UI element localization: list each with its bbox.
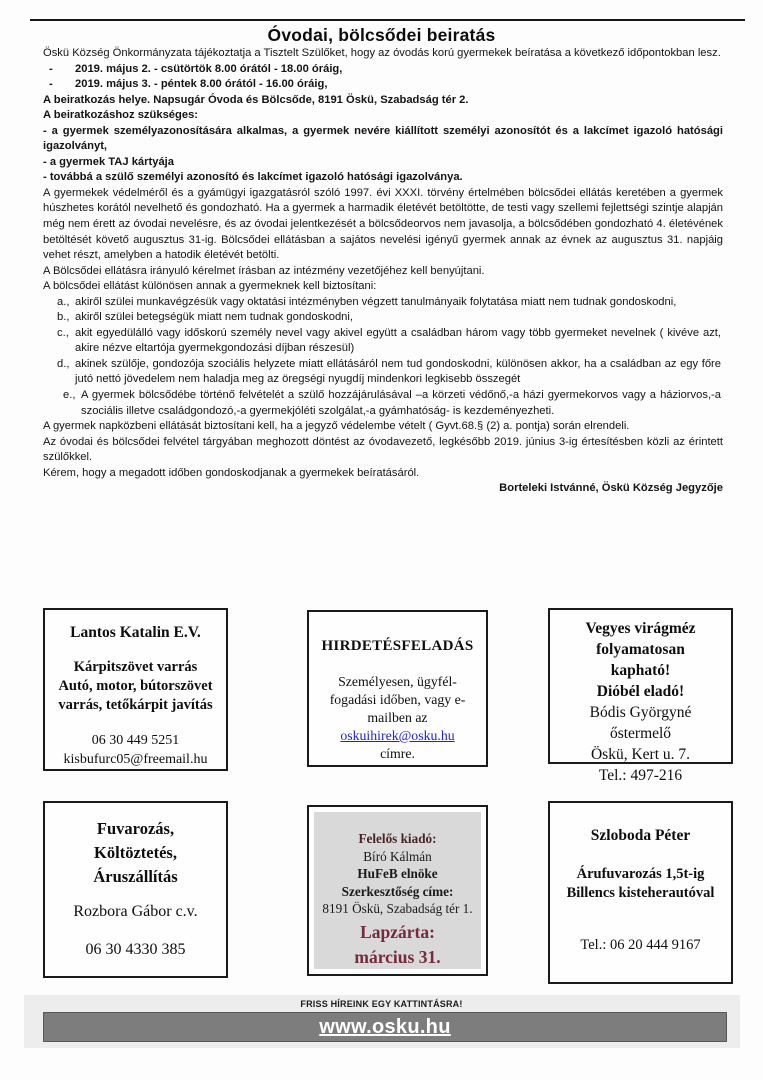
footer-website-link[interactable]: www.osku.hu [319,1015,451,1038]
top-divider-rule [30,19,745,21]
ad-mez-seller-phone: Tel.: 497-216 [598,767,683,784]
footer-website-bar [43,1012,727,1042]
intro-paragraph: Öskü Község Önkormányzata tájékoztatja a Tisztelt Szülőket, hogy az óvodás korú gyermekek beíratása a következő időpontokban lesz. [43,47,721,59]
item-marker: a., [57,295,70,308]
ad-fuvar-title-line-3: Áruszállítás [93,867,178,886]
requirement-item-3: - továbbá a szülő személyi azonosító és lakcímet igazoló hatósági igazolványa. [43,171,463,184]
item-text: A gyermek bölcsődébe történő felvételét a szülő hozzájárulásával –a körzeti védőnő,-a házi gyermekorvos vagy a háziorvos,-a szociális illetve családgondozó,-a gyermekjóléti szolgálat,-a gyámhatóság- is kezdeményezheti. [81,389,721,417]
ad-szlo-name: Szloboda Péter [590,827,691,844]
lettered-item-d [43,357,723,388]
ad-mez-seller-address: Öskü, Kert u. 7. [590,746,691,763]
list-dash-marker: - [49,78,53,91]
item-marker: d., [57,357,70,370]
requirements-heading: A beiratkozáshoz szükséges: [43,109,199,122]
lettered-item-e [43,388,723,419]
ad-mez-offer-line-4: Dióbél eladó! [596,683,685,700]
request-paragraph: A Bölcsődei ellátásra irányuló kérelmet írásban az intézmény vezetőjéhez kell benyújtani. [43,264,485,277]
item-marker: e., [63,389,76,402]
impr-publisher-label: Felelős kiadó: [358,831,437,846]
schedule-item [43,77,723,93]
ad-fuvar-name: Rozbora Gábor c.v. [73,903,198,920]
ad-lantos-service-line-3: varrás, tetőkárpit javítás [58,697,213,713]
schedule-item [43,62,723,78]
ad-szloboda [548,801,733,984]
impr-deadline-label: Lapzárta: [360,921,435,942]
closing-paragraph: Kérem, hogy a megadott időben gondoskodjanak a gyermekek beíratásáról. [43,466,420,479]
ad-lantos-katalin [43,608,228,771]
ad-mez-offer-line-2: folyamatosan [596,641,685,658]
schedule-date-1: 2019. május 2. - csütörtök 8.00 órától - 18.00 óráig, [75,62,343,75]
ad-fuvar-phone: 06 30 4330 385 [85,941,186,958]
ad-hird-title: HIRDETÉSFELADÁS [321,638,474,654]
impr-publisher-name: Bíró Kálmán [363,848,432,864]
list-heading: A bölcsődei ellátást különösen annak a gyermeknek kell biztosítani: [43,280,377,293]
lettered-item-c [43,326,723,357]
ad-szlo-service-line-2: Billencs kisteherautóval [566,885,715,901]
ad-lantos-service-line-2: Autó, motor, bútorszövet [58,678,213,694]
ad-lantos-phone: 06 30 449 5251 [91,733,180,748]
schedule-date-2: 2019. május 3. - péntek 8.00 órától - 16.00 óráig, [75,78,328,91]
ad-mez-seller-name: Bódis Györgyné [589,704,692,721]
ad-fuvarozas [43,801,228,978]
item-marker: b., [57,311,70,324]
list-dash-marker: - [49,62,53,75]
law-paragraph: A gyermekek védelméről és a gyámügyi igazgatásról szóló 1997. évi XXXI. törvény értelmében bölcsődei ellátás keretében a gyermek húszhetes korától nevelhető és gondozható. Ha a gyermek a harmadik életévét betöltötte, de testi vagy szellemi fejlettségi szintje alapján még nem érett az óvodai nevelésre, és az óvodai jelentkezését a bölcsődeorvos nem javasolja, a bölcsődében gondozható 4. életévének betöltését követő augusztus 31-ig. Bölcsődei ellátásban a sajátos nevelési igényű gyermek annak az évnek az augusztus 31. napjáig vehet részt, amelyben a hatodik életévét betölti. [43,186,723,262]
page-title: Óvodai, bölcsődei beiratás [267,25,496,45]
ad-mez-offer-line-1: Vegyes virágméz [585,620,696,637]
requirement-item-2: - a gyermek TAJ kártyája [43,155,175,168]
ad-lantos-email: kisbufurc05@freemail.hu [63,752,208,767]
footer-tagline: FRISS HÍREINK EGY KATTINTÁSRA! [300,999,463,1009]
protection-paragraph: A gyermek napközbeni ellátását biztosítani kell, ha a jegyző védelembe vételt ( Gyvt.68.§ (2) a. pontja) során elrendeli. [43,420,630,433]
impr-editorial-label: Szerkesztőség címe: [341,883,454,899]
ad-hirdetesfeladas [307,610,488,767]
impr-deadline-date: március 31. [354,946,441,967]
enrollment-location: A beiratkozás helye. Napsugár Óvoda és Bölcsőde, 8191 Öskü, Szabadság tér 2. [43,93,469,106]
impresszum-box [307,805,488,976]
ad-fuvar-title-line-2: Költöztetés, [94,843,177,862]
ad-lantos-service-line-1: Kárpitszövet varrás [73,659,198,675]
item-marker: c., [57,326,69,339]
ad-szlo-phone: Tel.: 06 20 444 9167 [580,937,701,953]
lettered-item-b [43,310,723,326]
ad-mez-offer-line-3: kapható! [610,662,671,679]
item-text: akiről szülei betegségük miatt nem tudnak gondoskodni, [75,311,353,324]
ad-hird-email-link[interactable]: oskuihirek@osku.hu [340,728,455,743]
ad-lantos-title: Lantos Katalin E.V. [70,624,201,641]
ad-hird-body-before: Személyesen, ügyfél-fogadási időben, vagy e-mailben az [329,674,466,725]
impr-publisher-role: HuFeB elnöke [357,866,438,881]
ad-mez-seller-role: őstermelő [609,725,672,742]
item-text: akit egyedülálló vagy időskorú személy nevel vagy akivel együtt a családban három vagy több gyermeket nevelnek ( kivéve azt, akire nézve eltartója gyermekgondozási díjban részesül) [75,326,721,355]
ad-hird-body-after: címre. [380,746,415,761]
item-text: akinek szülője, gondozója szociális helyzete miatt ellátásáról nem tud gondoskodni, különösen akkor, ha a családban az egy főre jutó nettó jövedelem nem haladja meg az öregségi nyugdíj mindenkori legkisebb összegét [75,357,721,386]
lettered-item-a [43,295,723,311]
item-text: akiről szülei munkavégzésük vagy oktatási intézményben végzett tanulmányaik folytatása miatt nem tudnak gondoskodni, [75,295,677,308]
article-body [43,46,723,497]
ad-szlo-service-line-1: Árufuvarozás 1,5t-ig [576,866,705,882]
ad-vegyes-viragmez [548,608,733,784]
signature-line: Borteleki Istvánné, Öskü Község Jegyzője [499,482,723,495]
decision-paragraph: Az óvodai és bölcsődei felvétel tárgyában meghozott döntést az óvodavezető, legkésőbb 2019. június 3-ig értesítésben közli az érintett szülőkkel. [43,435,723,464]
impresszum-grey-panel [314,812,481,969]
impr-editorial-address: 8191 Öskü, Szabadság tér 1. [322,901,473,916]
ad-fuvar-title-line-1: Fuvarozás, [96,819,175,838]
requirement-item-1: - a gyermek személyazonosítására alkalmas, a gyermek nevére kiállított személyi azonosítót és a lakcímet igazoló hatósági igazolványt, [43,124,723,153]
